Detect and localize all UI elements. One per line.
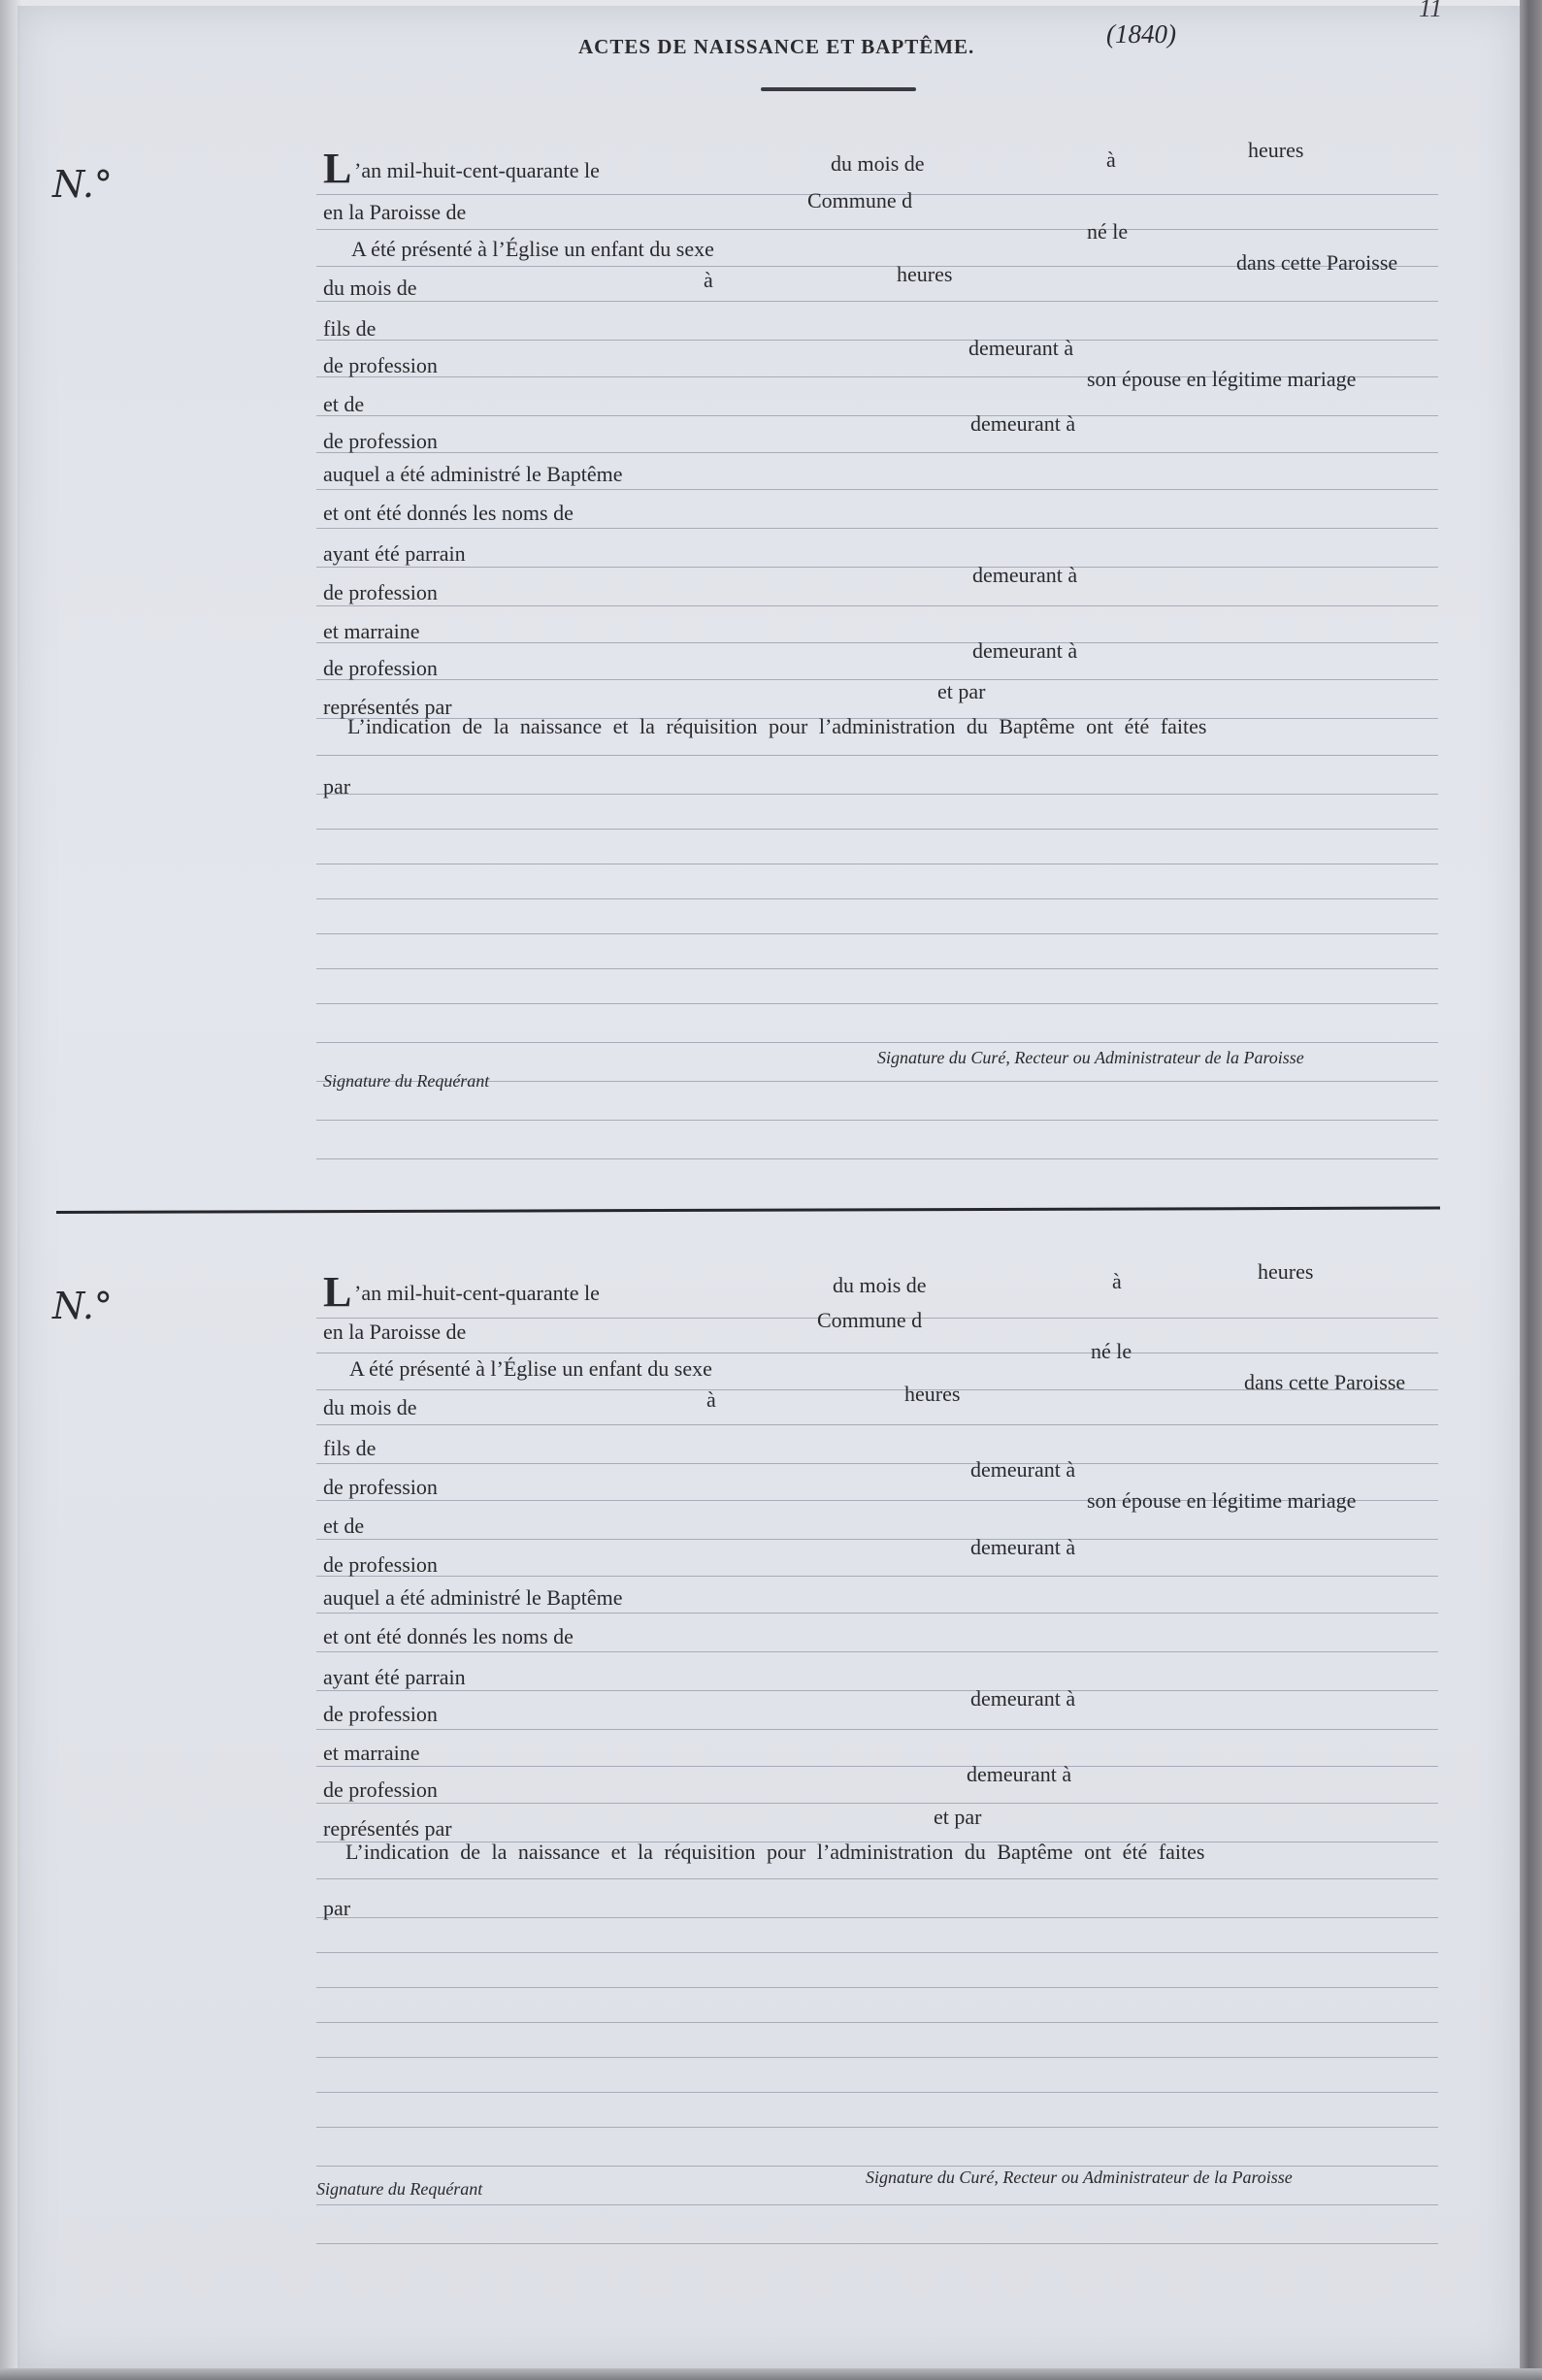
form-rule [316,1003,1438,1004]
godfather-label: ayant été parrain [323,1665,466,1689]
parish-label: en la Paroisse de [323,200,467,224]
birth-month-label: du mois de [323,276,417,300]
form-rule [316,1463,1438,1464]
form-rule [316,2204,1438,2205]
birth-month-label: du mois de [323,1395,417,1419]
this-parish-label: dans cette Paroisse [1236,250,1398,275]
represented-by-label: représentés par [323,1816,452,1841]
profession-label: de profession [323,1777,438,1802]
born-label: né le [1087,219,1129,244]
priest-signature-label: Signature du Curé, Recteur ou Administrateur de la Paroisse [877,1048,1304,1067]
son-of-label: fils de [323,316,377,341]
baptism-record [0,0,1542,1091]
form-rule [316,1539,1438,1540]
parish-label: en la Paroisse de [323,1320,467,1344]
presented-label: A été présenté à l’Église un enfant du sexe [351,237,714,261]
declaration-label: L’indication de la naissance et la réquisition pour l’administration du Baptême ont été faites [347,714,1207,738]
form-rule [316,933,1438,934]
record-number-label: N.° [52,1285,113,1327]
spouse-label: son épouse en légitime mariage [1087,367,1357,391]
form-rule [316,567,1438,568]
form-rule [316,1729,1438,1730]
at-label: à [1106,147,1116,172]
form-rule [316,2243,1438,2244]
residing-label: demeurant à [972,563,1078,587]
requester-signature-label: Signature du Requérant [323,1071,490,1091]
and-of-label: et de [323,1514,365,1538]
at-label: à [1112,1269,1122,1293]
form-rule [316,229,1438,230]
baptism-administered-label: auquel a été administré le Baptême [323,1585,623,1610]
form-rule [316,605,1438,606]
profession-label: de profession [323,1702,438,1726]
declaration-label: L’indication de la naissance et la réquisition pour l’administration du Baptême ont été faites [345,1840,1205,1864]
form-rule [316,1803,1438,1804]
residing-label: demeurant à [970,1535,1076,1559]
page-bottom-edge [0,2368,1542,2380]
form-rule [316,829,1438,830]
hours-label: heures [1258,1259,1314,1284]
residing-label: demeurant à [967,1762,1072,1786]
priest-signature-label: Signature du Curé, Recteur ou Administrateur de la Paroisse [866,2168,1293,2187]
names-given-label: et ont été donnés les noms de [323,501,574,525]
profession-label: de profession [323,1552,438,1577]
residing-label: demeurant à [972,638,1078,663]
godmother-label: et marraine [323,619,420,643]
birth-at-label: à [704,268,713,292]
form-rule [316,1878,1438,1879]
commune-label: Commune d [807,188,913,212]
form-rule [316,1690,1438,1691]
residing-label: demeurant à [970,1457,1076,1482]
and-by-label: et par [937,679,986,703]
form-rule [316,340,1438,341]
month-label: du mois de [833,1273,927,1297]
form-rule [316,2057,1438,2058]
presented-label: A été présenté à l’Église un enfant du sexe [349,1356,712,1381]
son-of-label: fils de [323,1436,377,1460]
hours-label: heures [1248,138,1304,162]
profession-label: de profession [323,656,438,680]
names-given-label: et ont été donnés les noms de [323,1624,574,1648]
form-rule [316,1766,1438,1767]
form-rule [316,528,1438,529]
profession-label: de profession [323,580,438,604]
profession-label: de profession [323,1475,438,1499]
form-rule [316,415,1438,416]
form-rule [316,1987,1438,1988]
page-title: ACTES DE NAISSANCE ET BAPTÊME. [578,35,975,58]
commune-label: Commune d [817,1308,923,1332]
month-label: du mois de [831,151,925,176]
profession-label: de profession [323,353,438,377]
by-label: par [323,1896,351,1920]
record-number-label: N.° [52,163,113,206]
baptism-administered-label: auquel a été administré le Baptême [323,462,623,486]
form-rule [316,1917,1438,1918]
represented-by-label: représentés par [323,695,452,719]
form-rule [316,755,1438,756]
birth-hours-label: heures [904,1382,961,1406]
drop-cap: L [323,1268,352,1316]
baptism-record [0,1124,1542,2199]
form-rule [316,1424,1438,1425]
form-rule [316,1952,1438,1953]
drop-cap: L [323,145,352,192]
and-of-label: et de [323,392,365,416]
birth-at-label: à [706,1387,716,1412]
residing-label: demeurant à [968,336,1074,360]
requester-signature-label: Signature du Requérant [316,2179,483,2199]
residing-label: demeurant à [970,411,1076,436]
form-rule [316,452,1438,453]
form-rule [316,679,1438,680]
form-rule [316,642,1438,643]
form-rule [316,1613,1438,1614]
folio-number: 11 [1419,0,1443,22]
form-rule [316,2166,1438,2167]
form-rule [316,489,1438,490]
spouse-label: son épouse en légitime mariage [1087,1488,1357,1513]
this-parish-label: dans cette Paroisse [1244,1370,1406,1394]
residing-label: demeurant à [970,1686,1076,1711]
godmother-label: et marraine [323,1741,420,1765]
opening-text: ’an mil-huit-cent-quarante le [354,158,600,182]
form-rule [316,1651,1438,1652]
by-label: par [323,774,351,799]
born-label: né le [1091,1339,1132,1363]
form-rule [316,301,1438,302]
and-by-label: et par [934,1805,982,1829]
form-rule [316,2022,1438,2023]
form-rule [316,2127,1438,2128]
form-rule [316,1576,1438,1577]
form-rule [316,1042,1438,1043]
form-rule [316,794,1438,795]
form-rule [316,968,1438,969]
opening-text: ’an mil-huit-cent-quarante le [354,1281,600,1305]
godfather-label: ayant été parrain [323,541,466,566]
form-rule [316,1120,1438,1121]
form-rule [316,898,1438,899]
form-rule [316,2092,1438,2093]
handwritten-year: (1840) [1106,19,1176,49]
birth-hours-label: heures [897,262,953,286]
profession-label: de profession [323,429,438,453]
